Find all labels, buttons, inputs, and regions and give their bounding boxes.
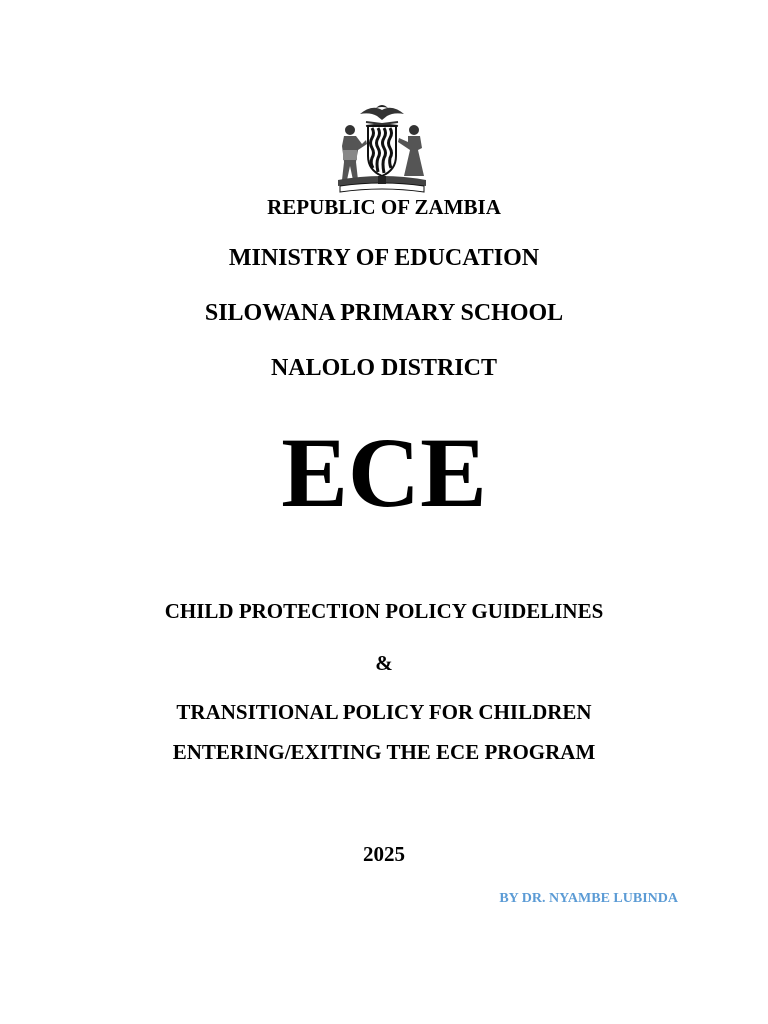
ampersand: & bbox=[375, 651, 393, 675]
year: 2025 bbox=[363, 842, 405, 866]
ministry-heading: MINISTRY OF EDUCATION bbox=[228, 245, 540, 271]
policy-one-title: CHILD PROTECTION POLICY GUIDELINES bbox=[164, 599, 604, 623]
district-heading: NALOLO DISTRICT bbox=[270, 355, 498, 381]
main-title: ECE bbox=[281, 417, 487, 528]
author-credit: BY DR. NYAMBE LUBINDA bbox=[499, 891, 678, 906]
school-heading: SILOWANA PRIMARY SCHOOL bbox=[204, 300, 564, 326]
zambia-coat-of-arms-icon bbox=[332, 100, 432, 194]
policy-two-title-line2: ENTERING/EXITING THE ECE PROGRAM bbox=[172, 740, 596, 764]
policy-two-title-line1: TRANSITIONAL POLICY FOR CHILDREN bbox=[176, 700, 592, 724]
republic-heading: REPUBLIC OF ZAMBIA bbox=[267, 195, 501, 219]
